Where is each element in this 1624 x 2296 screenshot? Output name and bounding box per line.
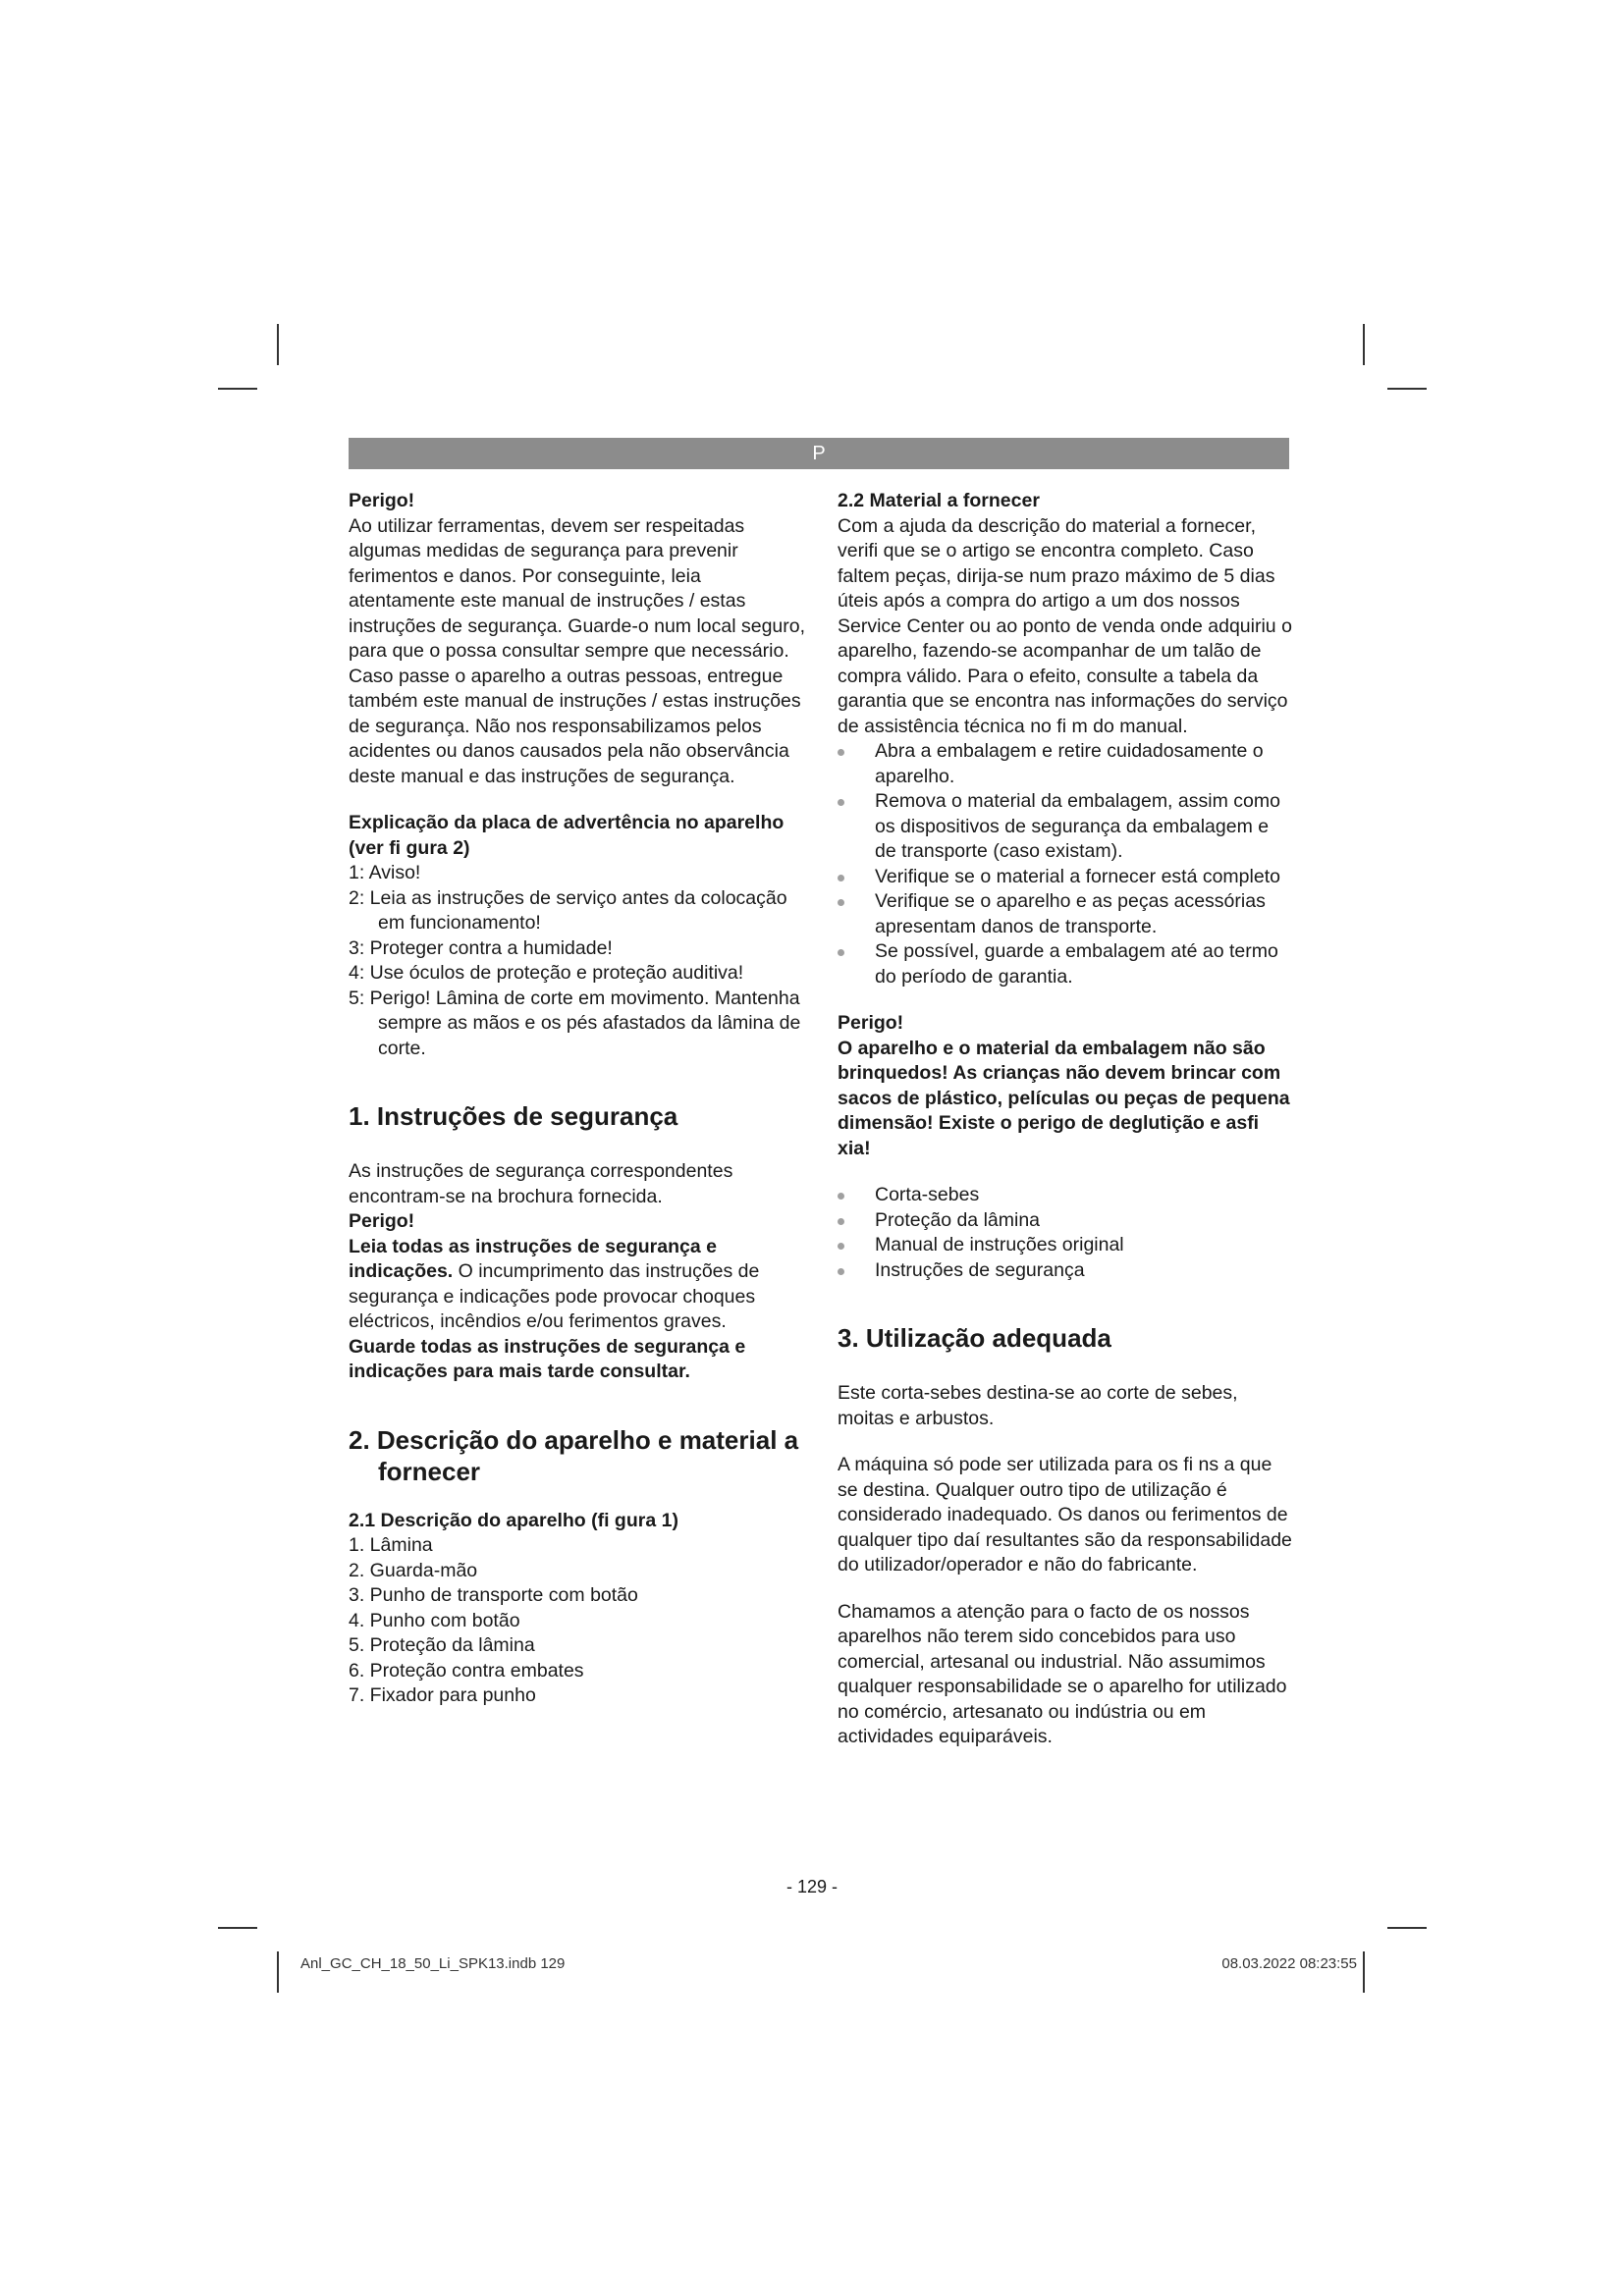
unpacking-steps-list xyxy=(838,739,1295,989)
list-item: Abra a embalagem e retire cuidadosamente o aparelho. xyxy=(838,739,1295,789)
danger-heading-2: Perigo! xyxy=(838,1012,904,1034)
list-item: 2: Leia as instruções de serviço antes da colocação em funcionamento! xyxy=(349,886,787,934)
section-1-paragraph xyxy=(349,1235,810,1335)
crop-mark xyxy=(1387,1927,1427,1929)
crop-mark xyxy=(1363,324,1365,365)
footer-timestamp: 08.03.2022 08:23:55 xyxy=(1221,1955,1357,1972)
list-item: 4. Punho com botão xyxy=(349,1609,520,1631)
section-3-title: 3. Utilização adequada xyxy=(838,1323,1111,1353)
bullet-icon xyxy=(838,949,844,956)
section-3-paragraph-1: Este corta-sebes destina-se ao corte de sebes, moitas e arbustos. xyxy=(838,1382,1238,1429)
section-2-title: 2. Descrição do aparelho e material a fornecer xyxy=(349,1424,799,1486)
list-item: Verifique se o material a fornecer está completo xyxy=(838,865,1295,890)
list-item: 1. Lâmina xyxy=(349,1534,433,1556)
crop-mark xyxy=(1387,388,1427,390)
list-item: 1: Aviso! xyxy=(349,862,421,883)
section-2-1-title: 2.1 Descrição do aparelho (fi gura 1) xyxy=(349,1509,678,1531)
section-2-2-paragraph: Com a ajuda da descrição do material a fornecer, verifi que se o artigo se encontra completo. Caso faltem peças, dirija-se num prazo máximo de 5 dias úteis após a compra do artigo a um dos nossos Service Center ou ao ponto de venda onde adquiriu o aparelho, fazendo-se acompanhar de um talão de compra válido. Para o efeito, consulte a tabela da garantia que se encontra nas informações do serviço de assistência técnica no fi m do manual. xyxy=(838,514,1292,737)
bullet-icon xyxy=(838,1193,844,1200)
language-code: P xyxy=(812,443,826,464)
list-item: Remova o material da embalagem, assim como os dispositivos de segurança da embalagem e de transporte (caso existam). xyxy=(838,789,1295,865)
danger-heading: Perigo! xyxy=(349,490,415,511)
section-1-keep-note: Guarde todas as instruções de segurança e indicações para mais tarde consultar. xyxy=(349,1335,746,1382)
bullet-icon xyxy=(838,799,844,806)
section-1-danger: Perigo! xyxy=(349,1210,415,1232)
right-column xyxy=(838,489,1295,1750)
bullet-icon xyxy=(838,749,844,756)
list-item: Instruções de segurança xyxy=(838,1258,1295,1284)
section-1-title: 1. Instruções de segurança xyxy=(349,1101,678,1131)
section-1-intro: As instruções de segurança correspondentes encontram-se na brochura fornecida. xyxy=(349,1160,733,1207)
warning-label-list xyxy=(349,861,810,1061)
list-item: 3: Proteger contra a humidade! xyxy=(349,936,613,959)
section-3-paragraph-2: A máquina só pode ser utilizada para os fi ns a que se destina. Qualquer outro tipo de utilização é considerado inadequado. Os danos ou ferimentos de qualquer tipo daí resultantes são da responsabilidade do utilizador/operador e não do fabricante. xyxy=(838,1454,1292,1575)
list-item: 2. Guarda-mão xyxy=(349,1559,478,1581)
list-item: Se possível, guarde a embalagem até ao termo do período de garantia. xyxy=(838,939,1295,989)
list-item: 3. Punho de transporte com botão xyxy=(349,1584,638,1606)
list-item: Proteção da lâmina xyxy=(838,1208,1295,1234)
list-item: 7. Fixador para punho xyxy=(349,1684,536,1706)
crop-mark xyxy=(218,388,257,390)
section-1-bold-lead: Leia todas as instruções de segurança e indicações. xyxy=(349,1235,717,1282)
section-3-paragraph-3: Chamamos a atenção para o facto de os nossos aparelhos não terem sido concebidos para uso comercial, artesanal ou industrial. Não assumimos qualquer responsabilidade se o aparelho for utilizado no comércio, artesanato ou indústria ou em actividades equiparáveis. xyxy=(838,1600,1287,1747)
crop-mark xyxy=(277,324,279,365)
warning-label-heading: Explicação da placa de advertência no aparelho (ver fi gura 2) xyxy=(349,812,785,859)
left-column xyxy=(349,489,810,1709)
crop-mark xyxy=(1363,1951,1365,1993)
list-item: 4: Use óculos de proteção e proteção auditiva! xyxy=(349,962,744,984)
bullet-icon xyxy=(838,899,844,906)
page-number: - 129 - xyxy=(785,1877,839,1896)
crop-mark xyxy=(277,1951,279,1993)
language-header-bar xyxy=(349,438,1289,469)
footer-file-name: Anl_GC_CH_18_50_Li_SPK13.indb 129 xyxy=(300,1955,566,1972)
section-2-2-title: 2.2 Material a fornecer xyxy=(838,490,1040,511)
danger-paragraph: Ao utilizar ferramentas, devem ser respeitadas algumas medidas de segurança para prevenir ferimentos e danos. Por conseguinte, leia atentamente este manual de instruções / estas instruções de segurança. Guarde-o num local seguro, para que o possa consultar sempre que necessário. Caso passe o aparelho a outras pessoas, entregue também este manual de instruções / estas instruções de segurança. Não nos responsabilizamos pelos acidentes ou danos causados pela não observância deste manual e das instruções de segurança. xyxy=(349,514,806,787)
list-item: Manual de instruções original xyxy=(838,1233,1295,1258)
section-1-text: O incumprimento das instruções de segurança e indicações pode provocar choques eléctricos, incêndios e/ou ferimentos graves. xyxy=(349,1260,760,1332)
delivery-contents-list xyxy=(838,1183,1295,1283)
bullet-icon xyxy=(838,875,844,881)
bullet-icon xyxy=(838,1268,844,1275)
bullet-icon xyxy=(838,1218,844,1225)
list-item: Corta-sebes xyxy=(838,1183,1295,1208)
crop-mark xyxy=(218,1927,257,1929)
danger-paragraph-2: O aparelho e o material da embalagem não são brinquedos! As crianças não devem brincar com sacos de plástico, películas ou peças de pequena dimensão! Existe o perigo de deglutição e asfi xia! xyxy=(838,1037,1290,1159)
list-item: 6. Proteção contra embates xyxy=(349,1659,584,1682)
list-item: 5: Perigo! Lâmina de corte em movimento. Mantenha sempre as mãos e os pés afastados da lâmina de corte. xyxy=(349,987,801,1059)
list-item: 5. Proteção da lâmina xyxy=(349,1634,535,1656)
device-parts-list xyxy=(349,1533,810,1709)
list-item: Verifique se o aparelho e as peças acessórias apresentam danos de transporte. xyxy=(838,889,1295,939)
bullet-icon xyxy=(838,1243,844,1250)
